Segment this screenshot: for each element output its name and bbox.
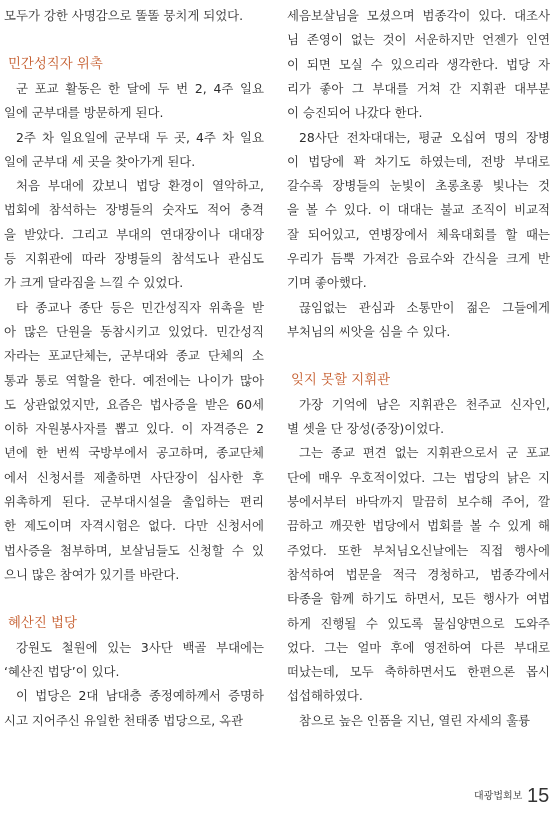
paragraph-line: 이 법당은 2대 남대층 종정예하께서 증명하: [16, 688, 264, 704]
paragraph-line: 이 법당에 꽉 차기도 하였는데, 전방 부대로: [287, 153, 550, 169]
paragraph-line: 그는 종교 편견 없는 지휘관으로서 군 포교: [299, 445, 550, 461]
paragraph-line: 기며 좋아했다.: [287, 275, 367, 291]
paragraph-line: 별 셋을 단 장성(중장)이었다.: [287, 421, 445, 437]
paragraph-line: 리가 좋아 그 부대를 거쳐 간 지휘관 대부분: [287, 80, 550, 96]
paragraph-line: 주었다. 또한 부처님오신날에는 직접 행사에: [287, 542, 550, 558]
paragraph-line: 도 상관없었지만, 요즘은 법사증을 받은 60세: [4, 396, 264, 412]
paragraph-line: 끊임없는 관심과 소통만이 젊은 그들에게: [299, 299, 550, 315]
paragraph-line: 아 많은 단원을 동참시키고 있었다. 민간성직: [4, 323, 264, 339]
paragraph-line: 년에 한 번씩 국방부에서 공고하며, 종교단체: [4, 445, 264, 461]
page-number: 15: [527, 785, 550, 807]
paragraph-line: 단에 매우 우호적이었다. 그는 법당의 낡은 지: [287, 469, 550, 485]
paragraph-line: 부처님의 씨앗을 심을 수 있다.: [287, 323, 451, 339]
paragraph-line: 등 지휘관에 따라 장병들의 참석도나 관심도: [4, 251, 264, 266]
paragraph-line: 었다. 그는 얼마 후에 영전하여 다른 부대로: [287, 639, 550, 655]
paragraph-line: 잘 되어있고, 연병장에서 체육대회를 할 때는: [287, 226, 550, 242]
paragraph-line: 한 제도이며 자격시험은 없다. 다만 신청서에: [4, 518, 264, 534]
paragraph-line: 하게 진행될 수 있도록 물심양면으로 도와주: [287, 615, 550, 631]
paragraph-line: 세음보살님을 모셨으며 범종각이 있다. 대조사: [287, 8, 550, 23]
paragraph-line: 가장 기억에 남은 지휘관은 천주교 신자인,: [299, 396, 550, 412]
paragraph-line: 이 승진되어 나갔다 한다.: [287, 105, 423, 121]
publication-name: 대광법회보: [474, 791, 523, 802]
paragraph-line: 참석하여 법문을 적극 경청하고, 범종각에서: [287, 566, 550, 582]
paragraph-line: 28사단 전차대대는, 평균 오십여 명의 장병: [299, 129, 550, 145]
paragraph-line: 법회에 참석하는 장병들의 숫자도 적어 충격: [4, 202, 264, 218]
paragraph-line: 강원도 철원에 있는 3사단 백골 부대에는: [16, 639, 264, 655]
paragraph-line: 통과 통로 역할을 한다. 예전에는 나이가 많아: [4, 372, 264, 388]
paragraph-line: 이 되면 모실 수 있으리라 생각한다. 법당 자: [287, 56, 550, 72]
paragraph-line: 붕에서부터 바닥까지 말끔히 보수해 주어, 깔: [287, 494, 550, 509]
paragraph-line: 에서 신청서를 제출하면 사단장이 심사한 후: [4, 469, 264, 485]
paragraph-line: 으니 많은 참여가 있기를 바란다.: [4, 566, 180, 582]
paragraph-line: 모두가 강한 사명감으로 똘똘 뭉치게 되었다.: [4, 8, 244, 23]
paragraph-line: 을 받았다. 그리고 부대의 연대장이나 대대장: [4, 226, 264, 242]
paragraph-line: 시고 지어주신 유일한 천태종 법당으로, 옥관: [4, 712, 244, 728]
paragraph-line: 2주 차 일요일에 군부대 두 곳, 4주 차 일요: [16, 129, 264, 145]
paragraph-line: 자라는 포교단체는, 군부대와 종교 단체의 소: [4, 348, 264, 364]
paragraph-line: ‘혜산진 법당’이 있다.: [4, 664, 120, 680]
section-heading: 혜산진 법당: [8, 615, 77, 631]
paragraph-line: 우리가 듬뿍 가져간 음료수와 간식을 크게 반: [287, 251, 550, 266]
paragraph-line: 님 존영이 없는 것이 서운하지만 언젠가 인연: [287, 32, 550, 48]
paragraph-line: 처음 부대에 갔보니 법당 환경이 열악하고,: [16, 178, 264, 194]
paragraph-line: 이하 자원봉사자를 뽑고 있다. 이 자격증은 2: [4, 421, 264, 437]
section-heading: 민간성직자 위촉: [8, 56, 103, 72]
paragraph-line: 일에 군부대 세 곳을 찾아가게 된다.: [4, 153, 196, 169]
paragraph-line: 갈수록 장병들의 눈빛이 초롱초롱 빛나는 것: [287, 178, 550, 194]
paragraph-line: 떠났는데, 모두 축하하면서도 한편으론 몹시: [287, 664, 550, 680]
paragraph-line: 위촉하게 된다. 군부대시설을 출입하는 편리: [4, 494, 264, 509]
paragraph-line: 법사증을 첨부하며, 보살님들도 신청할 수 있: [4, 542, 264, 558]
paragraph-line: 일에 군부대를 방문하게 된다.: [4, 105, 164, 121]
paragraph-line: 군 포교 활동은 한 달에 두 번 2, 4주 일요: [16, 80, 264, 96]
paragraph-line: 타 종교나 종단 등은 민간성직자 위촉을 받: [16, 299, 264, 315]
paragraph-line: 섭섭해하였다.: [287, 688, 363, 704]
paragraph-line: 타종을 함께 하기도 하면서, 모든 행사가 여법: [287, 591, 550, 607]
paragraph-line: 가 크게 달라짐을 느낄 수 있었다.: [4, 275, 184, 291]
paragraph-line: 끔하고 깨끗한 법당에서 법회를 볼 수 있게 해: [287, 518, 550, 534]
section-heading: 잊지 못할 지휘관: [291, 372, 391, 388]
paragraph-line: 참으로 높은 인품을 지닌, 열린 자세의 훌륭: [299, 712, 531, 728]
paragraph-line: 을 볼 수 있다. 이 대대는 불교 조직이 비교적: [287, 202, 550, 218]
